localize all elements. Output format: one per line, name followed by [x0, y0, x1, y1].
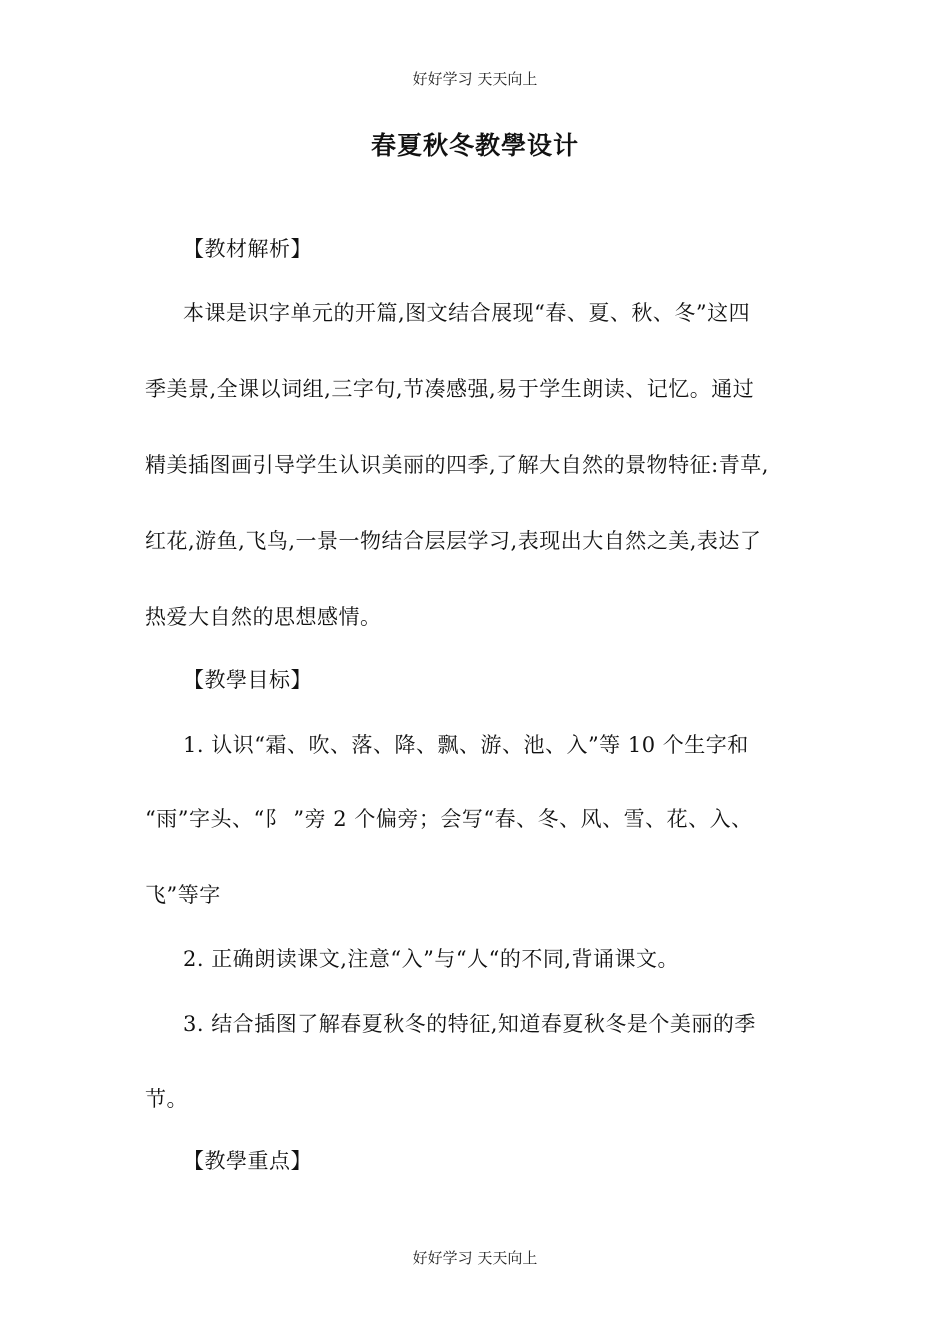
goal-item-2-line: 2. 正确朗读课文,注意“入”与“人“的不同,背诵课文。 — [183, 947, 680, 971]
page-footer: 好好学习 天天向上 — [412, 1249, 538, 1267]
goal-item-1-line: 1. 认识“霜、吹、落、降、飘、游、池、入”等 10 个生字和 — [183, 733, 749, 757]
paragraph-line: 季美景,全课以词组,三字句,节凑感强,易于学生朗读、记忆。通过 — [145, 377, 755, 401]
goal-item-1-line: 飞”等字 — [145, 883, 221, 907]
section-heading-goals: 【教學目标】 — [183, 668, 312, 692]
paragraph-line: 本课是识字单元的开篇,图文结合展现“春、夏、秋、冬”这四 — [183, 301, 751, 325]
paragraph-line: 热爱大自然的思想感情。 — [145, 605, 382, 629]
paragraph-line: 红花,游鱼,飞鸟,一景一物结合层层学习,表现出大自然之美,表达了 — [145, 529, 762, 553]
section-heading-keypoints: 【教學重点】 — [183, 1149, 312, 1173]
goal-item-3-line: 3. 结合插图了解春夏秋冬的特征,知道春夏秋冬是个美丽的季 — [183, 1012, 756, 1036]
document-title: 春夏秋冬教學设计 — [370, 131, 579, 160]
goal-item-1-line: “雨”字头、“阝 ”旁 2 个偏旁；会写“春、冬、风、雪、花、入、 — [145, 807, 753, 831]
page-header: 好好学习 天天向上 — [412, 70, 538, 88]
goal-item-3-line: 节。 — [145, 1087, 188, 1111]
section-heading-analysis: 【教材解析】 — [183, 237, 312, 261]
paragraph-line: 精美插图画引导学生认识美丽的四季,了解大自然的景物特征:青草, — [145, 453, 769, 477]
